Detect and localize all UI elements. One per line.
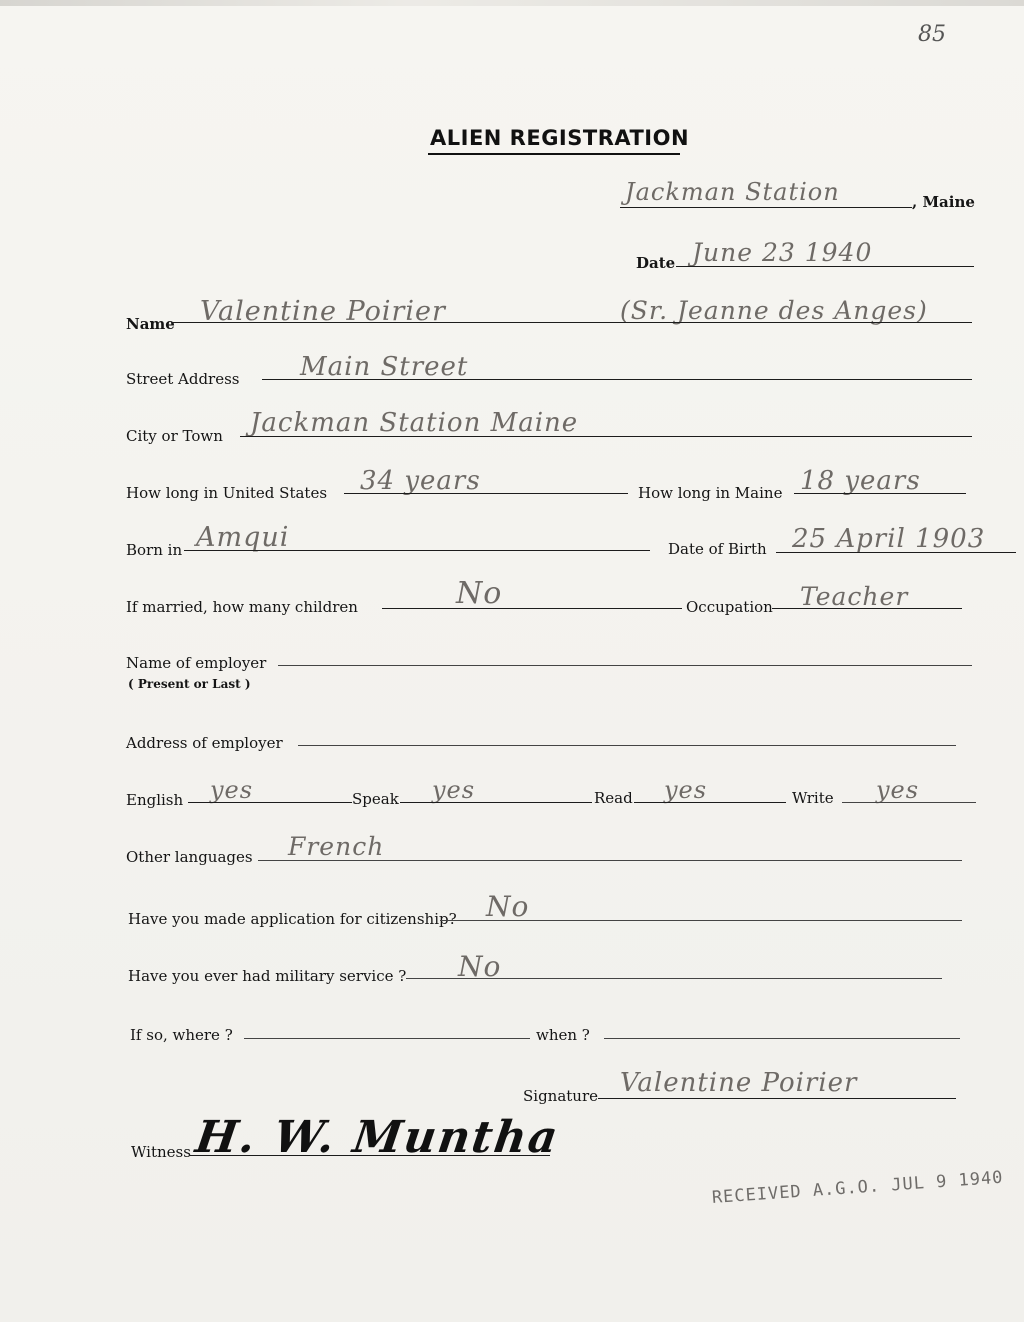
page-number: 85 (918, 22, 946, 47)
name-line (172, 322, 972, 323)
born-in-line (184, 550, 650, 551)
read-value: yes (664, 776, 708, 804)
citizenship-label: Have you made application for citizenship? (128, 910, 457, 928)
received-stamp: RECEIVED A.G.O. JUL 9 1940 (711, 1167, 1005, 1208)
religious-name-value: (Sr. Jeanne des Anges) (620, 296, 928, 325)
occupation-label: Occupation (686, 598, 773, 616)
how-long-us-value: 34 years (360, 466, 481, 496)
how-long-us-label: How long in United States (126, 484, 328, 502)
occupation-line (772, 608, 962, 609)
employer-address-label: Address of employer (126, 734, 283, 752)
scan-edge (0, 0, 1024, 6)
english-line (188, 802, 352, 803)
street-address-label: Street Address (126, 370, 240, 388)
location-suffix: , Maine (912, 193, 975, 211)
dob-value: 25 April 1903 (792, 524, 986, 554)
military-value: No (458, 950, 502, 983)
employer-address-line (298, 745, 956, 746)
children-line (382, 608, 682, 609)
children-value: No (456, 576, 503, 611)
city-value: Jackman Station Maine (250, 408, 579, 438)
employer-name-line (278, 665, 972, 666)
date-line (676, 266, 974, 267)
dob-label: Date of Birth (668, 540, 767, 558)
when-line (604, 1038, 960, 1039)
born-in-value: Amqui (196, 522, 290, 553)
street-address-value: Main Street (300, 352, 469, 382)
english-value: yes (210, 776, 254, 804)
citizenship-line (440, 920, 962, 921)
other-languages-label: Other languages (126, 848, 253, 866)
english-label: English (126, 791, 184, 809)
speak-value: yes (432, 776, 476, 804)
write-value: yes (876, 776, 920, 804)
write-line (842, 802, 976, 803)
military-line (406, 978, 942, 979)
citizenship-value: No (486, 890, 530, 923)
signature-label: Signature (523, 1087, 599, 1105)
how-long-maine-line (794, 493, 966, 494)
other-languages-value: French (288, 832, 385, 861)
date-value: June 23 1940 (692, 238, 873, 267)
date-label: Date (636, 254, 676, 272)
how-long-us-line (344, 493, 628, 494)
location-line (620, 207, 912, 208)
form-title: ALIEN REGISTRATION (430, 126, 690, 150)
write-label: Write (792, 789, 834, 807)
witness-signature: H. W. Muntha (192, 1112, 563, 1163)
location-value: Jackman Station (625, 178, 840, 206)
name-label: Name (126, 315, 175, 333)
witness-label: Witness (131, 1143, 191, 1161)
speak-line (400, 802, 592, 803)
signature-line (598, 1098, 956, 1099)
witness-line (190, 1155, 550, 1156)
employer-name-label: Name of employer (126, 654, 267, 672)
other-languages-line (258, 860, 962, 861)
read-line (634, 802, 786, 803)
born-in-label: Born in (126, 541, 183, 559)
street-address-line (262, 379, 972, 380)
title-underline (428, 153, 680, 155)
children-label: If married, how many children (126, 598, 358, 616)
how-long-maine-label: How long in Maine (638, 484, 783, 502)
if-so-where-line (244, 1038, 530, 1039)
city-label: City or Town (126, 427, 223, 445)
speak-label: Speak (352, 790, 399, 808)
if-so-where-label: If so, where ? (130, 1026, 233, 1044)
dob-line (776, 552, 1016, 553)
employer-name-sublabel: ( Present or Last ) (128, 677, 251, 691)
name-value: Valentine Poirier (200, 296, 446, 327)
how-long-maine-value: 18 years (800, 466, 921, 496)
signature-value: Valentine Poirier (620, 1068, 858, 1098)
when-label: when ? (536, 1026, 590, 1044)
occupation-value: Teacher (800, 582, 909, 611)
military-label: Have you ever had military service ? (128, 967, 407, 985)
city-line (240, 436, 972, 437)
read-label: Read (594, 789, 633, 807)
